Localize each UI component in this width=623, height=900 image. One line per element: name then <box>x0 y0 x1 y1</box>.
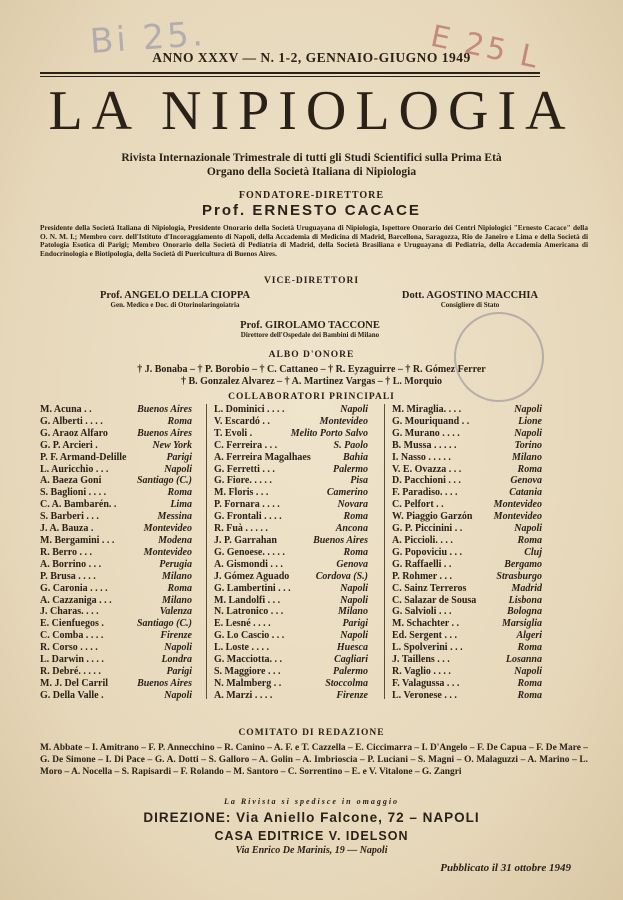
list-item: B. Mussa . . . . . Torino <box>392 439 542 451</box>
list-item: J. A. Bauza . Montevideo <box>40 523 192 535</box>
list-item: R. Corso . . . . Napoli <box>40 642 192 654</box>
collaborators-column-2 <box>214 404 368 702</box>
list-item: E. Cienfuegos . Santiago (C.) <box>40 618 192 630</box>
list-item: M. J. Del Carril Buenos Aires <box>40 677 192 689</box>
honor-roll-line-1: † J. Bonaba – † P. Borobio – † C. Cattaneo – † R. Eyzaguirre – † R. Gómez Ferrer <box>137 364 486 375</box>
vice-director-2 <box>360 290 580 309</box>
list-item: M. Miraglia. . . . Napoli <box>392 404 542 415</box>
vice-director-1 <box>60 290 290 309</box>
list-item: P. F. Armand-Delille Parigi <box>40 451 192 463</box>
list-item: V. Escardó . . Montevideo <box>214 415 368 427</box>
list-item: L. Loste . . . . Huesca <box>214 642 368 654</box>
list-item: G. Salvioli . . . Bologna <box>392 606 542 618</box>
list-item: S. Baglioni . . . . Roma <box>40 487 192 499</box>
list-item: T. Evoli . Melito Porto Salvo <box>214 427 368 439</box>
list-item: A. Borrino . . . Perugia <box>40 558 192 570</box>
list-item: L. Spolverini . . . Roma <box>392 642 542 654</box>
list-item: G. Mouriquand . . Lione <box>392 415 542 427</box>
list-item: R. Vaglio . . . . Napoli <box>392 665 542 677</box>
list-item: A. Piccioli. . . . Roma <box>392 534 542 546</box>
free-copy-note: La Rivista si spedisce in omaggio <box>223 797 400 806</box>
list-item: G. Araoz Alfaro Buenos Aires <box>40 427 192 439</box>
list-item: G. Murano . . . . Napoli <box>392 427 542 439</box>
honor-roll-heading: ALBO D'ONORE <box>268 350 355 360</box>
list-item: V. E. Ovazza . . . Roma <box>392 463 542 475</box>
editorial-committee-heading: COMITATO DI REDAZIONE <box>238 728 385 738</box>
vice-director-3-name: Prof. GIROLAMO TACCONE <box>240 320 380 331</box>
list-item: M. Landolfi . . . Napoli <box>214 594 368 606</box>
vice-director-3 <box>170 320 450 339</box>
founder-description: Presidente della Società Italiana di Nipiologia, Presidente Onorario della Società Uruguayana di Nipiologia, Ispettore Onorario dei Centri Nipiologici "Ernesto Cacace" della O. N. M. I.; Membro corr. dell'Istituto d'Incoraggiamento di Napoli, della Accademia di Medicina di Madrid, Barcellona, Saragozza, Rio de Janeiro e Lima e della Società di Patologia Esotica di Parigi; Membro Onorario della Società di Pediatria di Madrid, della Società Brasiliana e Uruguayana di Pediatria, della Accademia Americana di Endocrinologia e Biotipologia, della Società di Puericultura di Buenos Aires. <box>40 223 588 258</box>
list-item: G. Lo Cascio . . . Napoli <box>214 630 368 642</box>
list-item: W. Piaggio Garzón Montevideo <box>392 511 542 523</box>
list-item: M. Floris . . . Camerino <box>214 487 368 499</box>
list-item: M. Bergamini . . . Modena <box>40 534 192 546</box>
list-item: N. Latronico . . . Milano <box>214 606 368 618</box>
column-divider-2 <box>384 404 385 699</box>
header-rule <box>40 72 540 74</box>
list-item: G. Raffaelli . . Bergamo <box>392 558 542 570</box>
list-item: R. Fuà . . . . . Ancona <box>214 523 368 535</box>
list-item: G. Popoviciu . . . Cluj <box>392 546 542 558</box>
list-item: C. Sainz Terreros Madrid <box>392 582 542 594</box>
publisher-address: Via Enrico De Marinis, 19 — Napoli <box>235 845 388 856</box>
collaborators-column-1 <box>40 404 192 702</box>
list-item: S. Maggiore . . . Palermo <box>214 665 368 677</box>
list-item: C. A. Bambarén. . Lima <box>40 499 192 511</box>
list-item: M. Schachter . . Marsiglia <box>392 618 542 630</box>
list-item: A. Marzi . . . . Firenze <box>214 689 368 701</box>
list-item: J. Taillens . . . Losanna <box>392 654 542 666</box>
list-item: G. Macciotta. . . Cagliari <box>214 654 368 666</box>
list-item: S. Barberi . . . Messina <box>40 511 192 523</box>
list-item: G. Genoese. . . . . Roma <box>214 546 368 558</box>
list-item: A. Baeza Goni Santiago (C.) <box>40 475 192 487</box>
handwritten-mark-left: Bi 25. <box>88 14 207 62</box>
list-item: A. Gismondi . . . Genova <box>214 558 368 570</box>
list-item: G. Caronia . . . . Roma <box>40 582 192 594</box>
collaborators-column-3 <box>392 404 542 702</box>
subtitle-line-1: Rivista Internazionale Trimestrale di tutti gli Studi Scientifici sulla Prima Età <box>121 152 502 164</box>
vice-directors-heading: VICE-DIRETTORI <box>263 276 360 286</box>
list-item: L. Veronese . . . Roma <box>392 689 542 701</box>
list-item: G. Alberti . . . . Roma <box>40 415 192 427</box>
list-item: R. Debré. . . . . Parigi <box>40 665 192 677</box>
list-item: F. Valagussa . . . Roma <box>392 677 542 689</box>
list-item: P. Fornara . . . . Novara <box>214 499 368 511</box>
list-item: Ed. Sergent . . . Algeri <box>392 630 542 642</box>
list-item: C. Comba . . . . Firenze <box>40 630 192 642</box>
list-item: I. Nasso . . . . . Milano <box>392 451 542 463</box>
list-item: G. Lambertini . . . Napoli <box>214 582 368 594</box>
column-divider-1 <box>206 404 207 699</box>
vice-director-2-role: Consigliere di Stato <box>440 301 500 309</box>
handwritten-mark-right: E 25 L <box>427 18 544 77</box>
vice-director-3-role: Direttore dell'Ospedale dei Bambini di Milano <box>240 331 380 339</box>
list-item: L. Auricchio . . . Napoli <box>40 463 192 475</box>
list-item: D. Pacchioni . . . Genova <box>392 475 542 487</box>
publisher: CASA EDITRICE V. IDELSON <box>214 829 409 843</box>
list-item: A. Ferreira Magalhaes Bahia <box>214 451 368 463</box>
founder-name: Prof. ERNESTO CACACE <box>202 202 421 219</box>
vice-director-1-name: Prof. ANGELO DELLA CIOPPA <box>99 290 251 301</box>
list-item: L. Dominici . . . . Napoli <box>214 404 368 415</box>
direction-address: DIREZIONE: Via Aniello Falcone, 72 – NAPOLI <box>143 810 480 825</box>
list-item: J. P. Garrahan Buenos Aires <box>214 534 368 546</box>
list-item: G. Frontali . . . . Roma <box>214 511 368 523</box>
honor-roll-line-2: † B. Gonzalez Alvarez – † A. Martinez Vargas – † L. Morquio <box>180 376 442 387</box>
list-item: P. Brusa . . . . Milano <box>40 570 192 582</box>
list-item: G. P. Piccinini . . Napoli <box>392 523 542 535</box>
list-item: C. Ferreira . . . S. Paolo <box>214 439 368 451</box>
list-item: P. Rohmer . . . Strasburgo <box>392 570 542 582</box>
list-item: G. P. Arcieri . New York <box>40 439 192 451</box>
list-item: R. Berro . . . Montevideo <box>40 546 192 558</box>
list-item: L. Darwin . . . . Londra <box>40 654 192 666</box>
list-item: J. Charas. . . . Valenza <box>40 606 192 618</box>
list-item: F. Paradiso. . . . Catania <box>392 487 542 499</box>
list-item: E. Lesné . . . . Parigi <box>214 618 368 630</box>
list-item: C. Salazar de Sousa Lisbona <box>392 594 542 606</box>
vice-director-1-role: Gen. Medico e Doc. di Otorinolaringoiatria <box>110 301 240 309</box>
list-item: C. Pelfort . . Montevideo <box>392 499 542 511</box>
list-item: J. Gómez Aguado Cordova (S.) <box>214 570 368 582</box>
list-item: G. Della Valle . Napoli <box>40 689 192 701</box>
publication-date: Pubblicato il 31 ottobre 1949 <box>440 862 571 874</box>
list-item: M. Acuna . . Buenos Aires <box>40 404 192 415</box>
list-item: G. Fiore. . . . . Pisa <box>214 475 368 487</box>
founder-heading: FONDATORE-DIRETTORE <box>238 190 385 201</box>
list-item: A. Cazzaniga . . . Milano <box>40 594 192 606</box>
editorial-committee-members: M. Abbate – I. Amitrano – F. P. Annecchino – R. Canino – A. F. e T. Cazzella – E. Ciccimarra – I. D'Angelo – F. De Capua – F. De Mare – G. De Simone – I. Di Pace – G. A. Dotti – S. Galloro – A. Golin – A. Imbrioscia – P. Luciani – S. Magni – O. Malaguzzi – A. Marino – L. Moro – A. Nocella – S. Rapisardi – F. Rolando – M. Santoro – C. Sorrentino – E. e V. Vitalone – G. Zangri <box>40 743 588 777</box>
list-item: G. Ferretti . . . Palermo <box>214 463 368 475</box>
issue-line: ANNO XXXV — N. 1-2, GENNAIO-GIUGNO 1949 <box>152 50 471 65</box>
subtitle-line-2: Organo della Società Italiana di Nipiologia <box>206 166 417 178</box>
list-item: N. Malmberg . . Stoccolma <box>214 677 368 689</box>
journal-title: LA NIPIOLOGIA <box>48 80 575 142</box>
vice-director-2-name: Dott. AGOSTINO MACCHIA <box>401 290 539 301</box>
collaborators-heading: COLLABORATORI PRINCIPALI <box>228 392 395 402</box>
